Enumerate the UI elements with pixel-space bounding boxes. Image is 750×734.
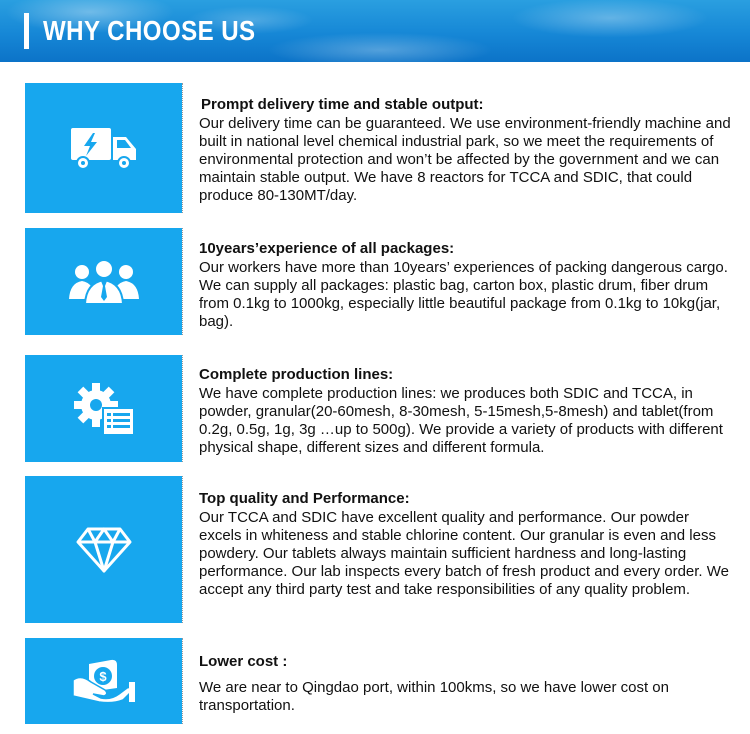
feature-icon-box [25, 638, 182, 724]
feature-title: 10years’experience of all packages: [199, 240, 455, 257]
feature-item-quality [25, 476, 730, 623]
hand-money-icon [71, 658, 137, 704]
header-accent-bar [24, 13, 29, 49]
feature-item-cost [25, 638, 730, 724]
feature-description: Our TCCA and SDIC have excellent quality and performance. Our powder excels in whiteness and stable chlorine content. Our granular is even and less powdery. Our tablets always maintain sufficient hardness and long-lasting performance. Our lab inspects every batch of fresh product and every order. We accept any third party test and take responsibilities of any quality problem. [199, 509, 729, 598]
diamond-icon [75, 526, 133, 574]
feature-description: We are near to Qingdao port, within 100kms, so we have lower cost on transportation. [199, 679, 669, 714]
feature-icon-box [25, 355, 182, 462]
gear-list-icon [72, 381, 136, 437]
feature-item-delivery [25, 83, 730, 213]
feature-icon-box [25, 83, 182, 213]
svg-text:$: $ [98, 669, 107, 684]
feature-title: Complete production lines: [199, 366, 394, 383]
feature-title: Lower cost : [199, 653, 288, 670]
feature-icon-box [25, 476, 182, 623]
header-banner [0, 0, 750, 62]
feature-icon-box [25, 228, 182, 335]
feature-description: Our delivery time can be guaranteed. We use environment-friendly machine and built in national level chemical industrial park, so we meet the requirements of environmental protection and won’t be affected by the government and we can maintain stable output. We have 8 reactors for TCCA and SDIC, that could produce 80-130MT/day. [199, 115, 731, 204]
feature-description: Our workers have more than 10years’ experiences of packing dangerous cargo. We can supply all packages: plastic bag, carton box, plastic drum, fiber drum from 0.1kg to 1000kg, especially little beautiful package from 0.1kg to 10kg(jar, bag). [199, 259, 728, 330]
page-title: WHY CHOOSE US [43, 15, 256, 46]
delivery-truck-icon [69, 124, 139, 172]
feature-title: Top quality and Performance: [199, 490, 410, 507]
feature-description: We have complete production lines: we produces both SDIC and TCCA, in powder, granular(20-60mesh, 8-30mesh, 5-15mesh,5-8mesh) and tablet(from 0.2g, 0.5g, 1g, 3g …up to 500g). We provide a variety of products with different physical shape, different sizes and different formula. [199, 385, 723, 456]
team-people-icon [66, 259, 142, 305]
feature-item-packages [25, 228, 730, 335]
feature-title: Prompt delivery time and stable output: [201, 96, 484, 113]
feature-item-production [25, 355, 730, 462]
